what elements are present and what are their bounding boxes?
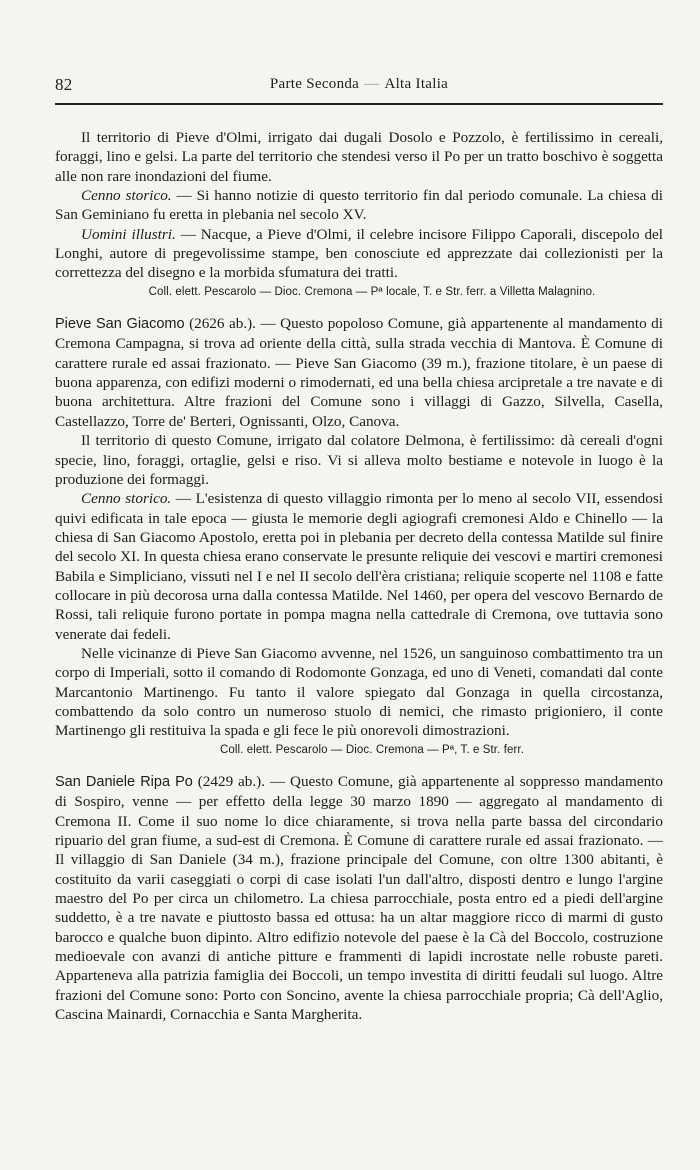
paragraph-pieve-olmi-history: [55, 186, 663, 225]
part-title: Parte Seconda: [269, 76, 360, 92]
section-title: Alta Italia: [384, 76, 449, 92]
collegio-line-pieve-olmi: Coll. elett. Pescarolo — Dioc. Cremona — Pª locale, T. e Str. ferr. a Villetta Malagnino.: [148, 285, 596, 298]
paragraph-pieve-olmi-territory: Il territorio di Pieve d'Olmi, irrigato dai dugali Dosolo e Pozzolo, è fertilissimo in cereali, foraggi, lino e gelsi. La parte del territorio che stendesi verso il Po per un tratto boschivo è soggetta alle non rare inondazioni del fiume.: [55, 129, 663, 185]
entry-pieve-san-giacomo: [55, 314, 663, 431]
cenno-storico-text: — Si hanno notizie di questo territorio fin dal periodo comunale. La chiesa di San Geminiano fu eretta in plebania nel secolo XV.: [55, 187, 663, 224]
entry-text: (2626 ab.). — Questo popoloso Comune, già appartenente al mandamento di Cremona Campagna, si trova ad oriente della città, sulla strada vecchia di Mantova. È Comune di carattere rurale ed assai frazionato. — Pieve San Giacomo (39 m.), frazione titolare, è un paese di buona apparenza, con edifizi moderni o rimodernati, ed una bella chiesa arcipretale a tre navate e di buona architettura. Altre frazioni del Comune sono i villaggi di Gazzo, Silvella, Casella, Castellazzo, Torre de' Berteri, Ognissanti, Olzo, Canova.: [55, 315, 663, 430]
page-number: 82: [55, 75, 73, 94]
running-title: [55, 76, 663, 93]
running-header: [55, 75, 663, 101]
page-body: [55, 128, 663, 1024]
paragraph-psg-territory: Il territorio di questo Comune, irrigato dal colatore Delmona, è fertilissimo: dà cereali d'ogni specie, lino, foraggi, ortaglie, gelsi e riso. Vi si alleva molto bestiame e notevole in luogo è la produzione dei formaggi.: [55, 432, 663, 488]
cenno-storico-text: — L'esistenza di questo villaggio rimonta per lo meno al secolo VII, essendosi quivi edificata in tale epoca — giusta le memorie degli agiografi cremonesi Aldo e Chinello — la chiesa di San Giacomo Apostolo, eretta poi in plebania per decreto della contessa Matilde sul finire del secolo XI. In questa chiesa erano conservate le presunte reliquie dei vescovi e martiri cremonesi Babila e Simpliciano, vissuti nel I e nel II secolo dell'èra cristiana; reliquie scoperte nel 1108 e fatte collocare in più decorosa urna dalla contessa Matilde. Nel 1460, per opera del vescovo Bernardo de Rossi, tali reliquie furono portate in pompa magna nella cattedrale di Cremona, ove tuttavia sono venerate dai fedeli.: [55, 490, 663, 643]
paragraph-psg-battle: Nelle vicinanze di Pieve San Giacomo avvenne, nel 1526, un sanguinoso combattimento tra un corpo di Imperiali, sotto il comando di Rodomonte Gonzaga, ed uno di Veneti, comandati dal conte Marcantonio Martinengo. Fu tanto il valore spiegato dal Gonzaga in quella circostanza, combattendo da solo contro un numeroso stuolo di nemici, che rimasto prigioniero, il conte Martinengo gli restituiva la spada e gli fece le più onorevoli dimostrazioni.: [55, 644, 663, 740]
entry-name: San Daniele Ripa Po: [55, 774, 193, 790]
cenno-storico-label: Cenno storico.: [81, 187, 172, 205]
uomini-illustri-label: Uomini illustri.: [81, 225, 176, 243]
entry-name: Pieve San Giacomo: [55, 316, 185, 333]
collegio-line-psg: Coll. elett. Pescarolo — Dioc. Cremona — Pª, T. e Str. ferr.: [219, 743, 525, 756]
paragraph-psg-history: [55, 489, 663, 644]
entry-san-daniele-ripa-po: [55, 772, 663, 1024]
entry-text: (2429 ab.). — Questo Comune, già appartenente al soppresso mandamento di Sospiro, venne — per effetto della legge 30 marzo 1890 — aggregato al mandamento di Cremona II. Come il suo nome lo dice chiaramente, si trova nella parte bassa del circondario ripuario del gran fiume, a sud-est di Cremona. È Comune di carattere rurale ed assai frazionato. — Il villaggio di San Daniele (34 m.), frazione principale del Comune, con oltre 1300 abitanti, è costituito da varii caseggiati o corpi di case isolati l'un dall'altro, disposti dentro e lungo l'argine maestro del Po per circa un chilometro. La chiesa parrocchiale, posta entro ed a piedi dell'argine suddetto, è a tre navate e piuttosto bassa ed ottusa: ha un altar maggiore ricco di marmi di gusto barocco e qualche buon dipinto. Altro edifizio notevole del paese è la Cà del Boccolo, costruzione medioevale con avanzi di antiche pitture e frammenti di lapidi incrostate nelle robuste pareti. Apparteneva alla patrizia famiglia dei Boccoli, un tempo investita di diritti feudali sul luogo. Altre frazioni del Comune sono: Porto con Soncino, avente la chiesa parrocchiale propria; Cà dell'Aglio, Cascina Mainardi, Cornacchia e Santa Margherita.: [55, 773, 663, 1024]
title-separator: —: [364, 76, 380, 92]
paragraph-pieve-olmi-uomini: [55, 225, 663, 283]
uomini-illustri-text: — Nacque, a Pieve d'Olmi, il celebre incisore Filippo Caporali, discepolo del Longhi, autore di pregevolissime stampe, ben conosciute ed apprezzate dai collezionisti per la correttezza del disegno e la morbida sfumatura dei tratti.: [55, 225, 663, 282]
header-rule: [55, 103, 663, 105]
cenno-storico-label: Cenno storico.: [81, 490, 172, 508]
